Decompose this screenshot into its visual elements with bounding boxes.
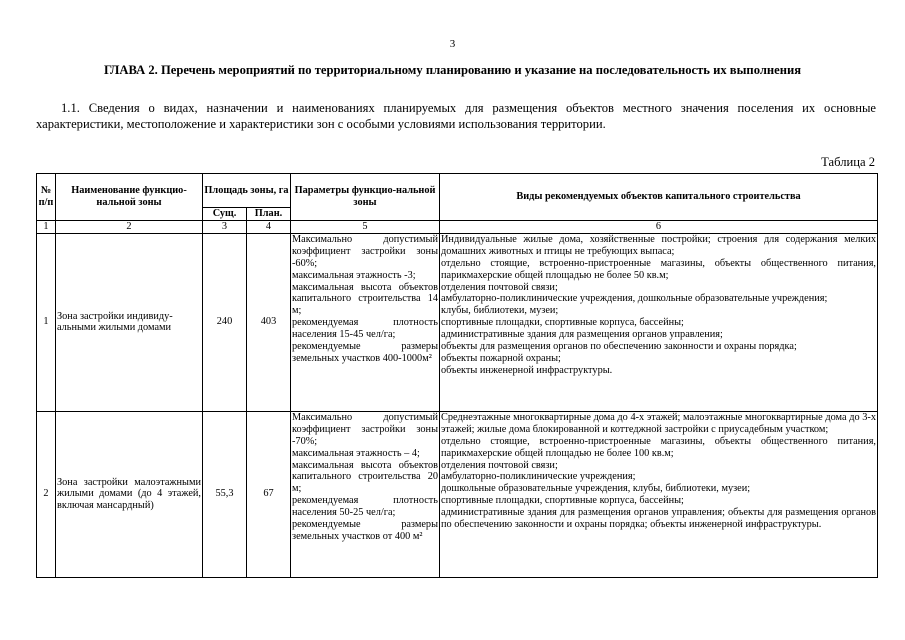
object-line: отделения почтовой связи;: [441, 281, 558, 293]
zone-name: Зона застройки индивиду-альными жилыми домами: [56, 233, 203, 411]
row-num: 2: [37, 411, 56, 577]
param-line: максимальная высота объектов капитального строительства 14 м;: [292, 281, 438, 317]
param-line: максимальная высота объектов капитального строительства 20 м;: [292, 459, 438, 495]
zone-params: [291, 233, 440, 411]
object-line: клубы, библиотеки, музеи;: [441, 305, 559, 317]
object-line: спортивные площадки, спортивные корпуса, бассейны;: [441, 495, 684, 507]
param-line: рекомендуемые размеры земельных участков от 400 м²: [292, 519, 438, 542]
object-line: дошкольные образовательные учреждения, клубы, библиотеки, музеи;: [441, 483, 751, 495]
object-line: объекты инженерной инфраструктуры.: [441, 364, 613, 376]
col-number: 2: [56, 221, 203, 234]
area-plan: 403: [247, 233, 291, 411]
zone-objects: [440, 233, 878, 411]
row-num: 1: [37, 233, 56, 411]
header-zone-name: Наименование функцио-нальной зоны: [56, 174, 203, 221]
param-line: Максимально допустимый коэффициент застройки зоны -60%;: [292, 233, 438, 269]
table-row: [37, 233, 878, 411]
header-area-exist: Сущ.: [203, 208, 247, 221]
object-line: Индивидуальные жилые дома, хозяйственные постройки; строения для содержания мелких домашних животных и птицы не требующих выпаса;: [441, 233, 876, 257]
area-exist: 55,3: [203, 411, 247, 577]
header-area: Площадь зоны, га: [203, 174, 291, 208]
zone-objects: [440, 411, 878, 577]
header-objects: Виды рекомендуемых объектов капитального строительства: [440, 174, 878, 221]
col-number: 4: [247, 221, 291, 234]
intro-paragraph: 1.1. Сведения о видах, назначении и наименованиях планируемых для размещения объектов местного значения поселения их основные характеристики, местоположение и характеристики зон с особыми условиями использования территории.: [36, 101, 876, 131]
param-line: максимальная этажность -3;: [292, 269, 416, 281]
col-number: 6: [440, 221, 878, 234]
object-line: отделения почтовой связи;: [441, 459, 558, 471]
chapter-heading: ГЛАВА 2. Перечень мероприятий по территориальному планированию и указание на последовательность их выполнения: [103, 63, 802, 77]
object-line: отдельно стоящие, встроенно-пристроенные магазины, объекты общественного питания, парикмахерские общей площадью не более 100 кв.м;: [441, 435, 876, 459]
object-line: Среднеэтажные многоквартирные дома до 4-х этажей; малоэтажные многоквартирные дома до 3-х этажей; жилые дома блокированной и коттеджной застройки с приусадебным участком;: [441, 411, 876, 435]
param-line: рекомендуемые размеры земельных участков 400-1000м²: [292, 341, 438, 364]
object-line: объекты пожарной охраны;: [441, 352, 561, 364]
param-line: максимальная этажность – 4;: [292, 447, 420, 459]
object-line: амбулаторно-поликлинические учреждения, дошкольные образовательные учреждения;: [441, 293, 828, 305]
param-line: Максимально допустимый коэффициент застройки зоны -70%;: [292, 411, 438, 447]
header-num: № п/п: [37, 174, 56, 221]
object-line: административные здания для размещения органов управления;: [441, 329, 723, 341]
object-line: отдельно стоящие, встроенно-пристроенные магазины, объекты общественного питания, парикмахерские общей площадью не более 50 кв.м;: [441, 257, 876, 281]
zone-name: Зона застройки малоэтажными жилыми домами (до 4 этажей, включая мансардный): [56, 411, 203, 577]
object-line: объекты для размещения органов по обеспечению законности и охраны порядка;: [441, 341, 797, 353]
param-line: рекомендуемая плотность населения 50-25 чел/га;: [292, 495, 438, 519]
param-line: рекомендуемая плотность населения 15-45 чел/га;: [292, 317, 438, 341]
col-number: 1: [37, 221, 56, 234]
table-row: [37, 411, 878, 577]
area-plan: 67: [247, 411, 291, 577]
page-number: 3: [449, 38, 456, 50]
header-area-plan: План.: [247, 208, 291, 221]
object-line: спортивные площадки, спортивные корпуса, бассейны;: [441, 317, 684, 329]
area-exist: 240: [203, 233, 247, 411]
object-line: административные здания для размещения органов управления; объекты для размещения органов по обеспечению законности и охраны порядка; объекты инженерной инфраструктуры.: [441, 507, 876, 531]
header-params: Параметры функцио-нальной зоны: [291, 174, 440, 221]
zones-table: [36, 173, 878, 578]
object-line: амбулаторно-поликлинические учреждения;: [441, 471, 636, 483]
table-label: Таблица 2: [821, 155, 875, 169]
zone-params: [291, 411, 440, 577]
col-number: 3: [203, 221, 247, 234]
col-number: 5: [291, 221, 440, 234]
